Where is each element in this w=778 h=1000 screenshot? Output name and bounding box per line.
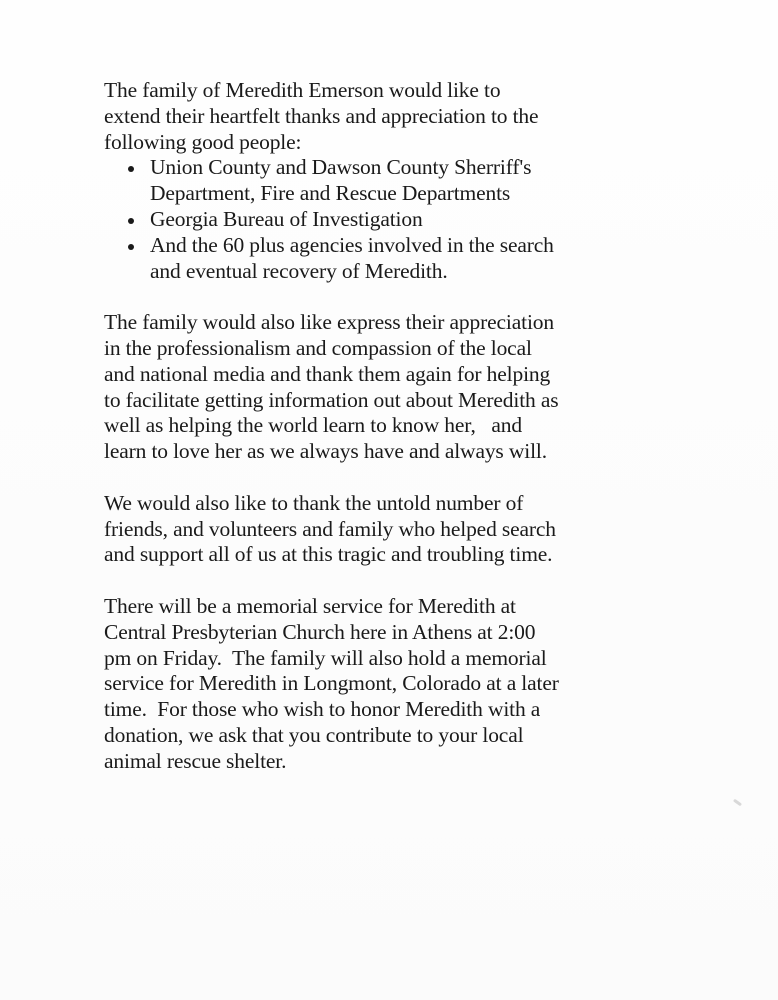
text-line: pm on Friday. The family will also hold a memorial <box>104 645 547 670</box>
text-line: The family of Meredith Emerson would like to <box>104 78 501 102</box>
text-line: Department, Fire and Rescue Departments <box>150 181 511 206</box>
media-paragraph <box>104 310 664 465</box>
list-item <box>128 233 664 285</box>
list-item <box>128 155 664 207</box>
paragraph-spacer <box>104 284 664 310</box>
text-line: There will be a memorial service for Meredith at <box>104 593 516 618</box>
text-line: time. For those who wish to honor Meredith with a <box>104 697 541 722</box>
text-line: donation, we ask that you contribute to your local <box>104 722 524 747</box>
text-line: and national media and thank them again for helping <box>104 361 551 386</box>
text-line: Central Presbyterian Church here in Athens at 2:00 <box>104 619 536 644</box>
text-line: to facilitate getting information out about Meredith as <box>104 387 559 412</box>
thanks-list <box>104 155 664 284</box>
text-line: The family would also like express their appreciation <box>104 310 554 335</box>
letter-body <box>104 78 664 775</box>
list-item <box>128 207 664 233</box>
text-line: service for Meredith in Longmont, Colorado at a later <box>104 671 559 696</box>
text-line: Georgia Bureau of Investigation <box>150 206 423 231</box>
text-line: in the professionalism and compassion of the local <box>104 335 532 360</box>
text-line: and support all of us at this tragic and troubling time. <box>104 542 553 567</box>
bullet-icon <box>128 244 134 250</box>
text-line: extend their heartfelt thanks and appreciation to the <box>104 103 539 128</box>
memorial-paragraph <box>104 594 664 775</box>
text-line: animal rescue shelter. <box>104 748 287 773</box>
text-line: And the 60 plus agencies involved in the search <box>150 232 554 257</box>
intro-paragraph <box>104 78 664 155</box>
text-line: friends, and volunteers and family who helped search <box>104 516 556 541</box>
bullet-icon <box>128 218 134 224</box>
scan-artifact <box>733 799 742 807</box>
bullet-icon <box>128 166 134 172</box>
paragraph-spacer <box>104 568 664 594</box>
text-line: We would also like to thank the untold number of <box>104 490 524 515</box>
text-line: well as helping the world learn to know her, and <box>104 413 522 438</box>
text-line: and eventual recovery of Meredith. <box>150 258 448 283</box>
paragraph-spacer <box>104 465 664 491</box>
text-line: learn to love her as we always have and always will. <box>104 439 547 464</box>
text-line: following good people: <box>104 129 302 154</box>
volunteers-paragraph <box>104 491 664 568</box>
text-line: Union County and Dawson County Sherriff's <box>150 155 532 180</box>
